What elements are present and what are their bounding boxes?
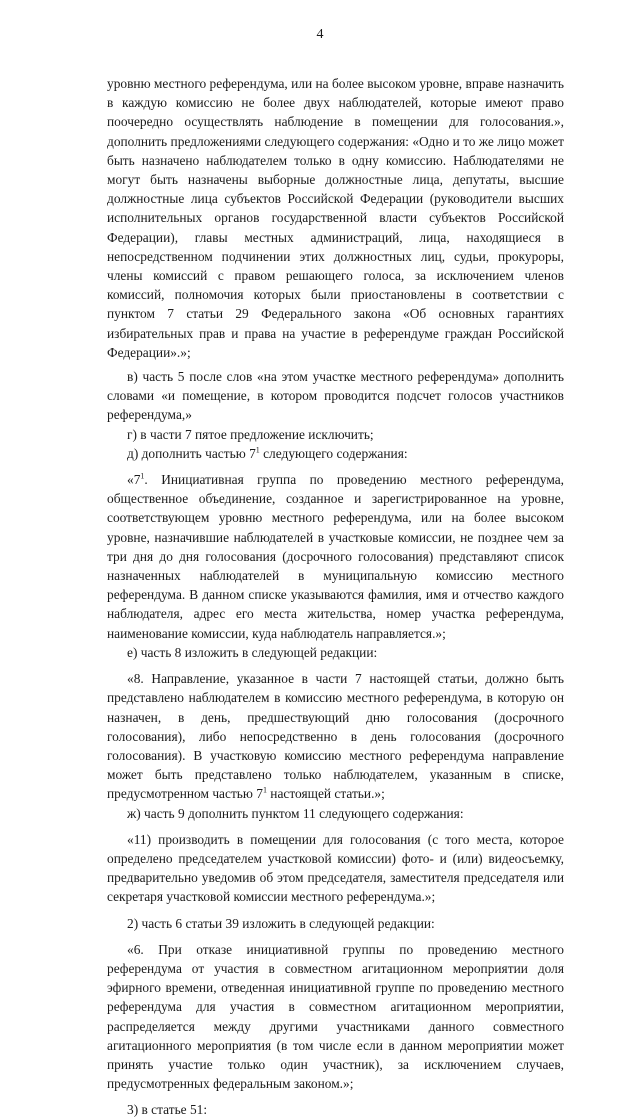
paragraph-item-v: в) часть 5 после слов «на этом участке местного референдума» дополнить словами «и помещение, в котором проводится подсчет голосов участников референдума,» (107, 369, 564, 423)
superscript: 1 (262, 785, 267, 795)
document-body (107, 74, 564, 1120)
paragraph-item-2: 2) часть 6 статьи 39 изложить в следующей редакции: (127, 915, 435, 931)
paragraph-part-8 (107, 669, 564, 803)
paragraph-point-11: «11) производить в помещении для голосования (с того места, которое определено председателем участковой комиссии) фото- и (или) видеосъемку, предварительно уведомив об этом председателя, заместителя председателя или секретаря участковой комиссии местного референдума.»; (107, 831, 564, 905)
paragraph-item-zh: ж) часть 9 дополнить пунктом 11 следующего содержания: (127, 805, 464, 821)
paragraph-part-6: «6. При отказе инициативной группы по проведению местного референдума от участия в совместном агитационном мероприятии доля эфирного времени, отведенная инициативной группе по проведению местного референдума для участия в совместном агитационном мероприятии, распределяется между другими участниками данного совместного агитационного мероприятия (в том числе если в данном мероприятии может принять участие только один участник), за исключением случаев, предусмотренных федеральным законом.»; (107, 941, 564, 1092)
paragraph-item-e: е) часть 8 изложить в следующей редакции: (127, 644, 378, 660)
paragraph-text-part: настоящей статьи.»; (266, 786, 385, 802)
paragraph-text-part: «7 (127, 472, 141, 488)
page-number: 4 (316, 27, 324, 42)
paragraph-text-part: «8. Направление, указанное в части 7 настоящей статьи, должно быть представлено наблюдателем в комиссию местного референдума, в которую он назначен, в день, предшествующий дню голосования (досрочного голосования), либо непосредственно в день голосования (досрочного голосования). В участковую комиссию местного референдума направление может быть представлено только наблюдателем, указанным в списке, предусмотренном частью 7 (107, 671, 564, 802)
superscript: 1 (255, 445, 260, 455)
paragraph-text-part: следующего содержания: (259, 445, 408, 461)
superscript: 1 (140, 471, 145, 481)
paragraph-continuation: уровню местного референдума, или на более высоком уровне, вправе назначить в каждую комиссию не более двух наблюдателей, которые имеют право поочередно осуществлять наблюдение в помещении для голосования.», дополнить предложениями следующего содержания: «Одно и то же лицо может быть назначено наблюдателем только в одну комиссию. Наблюдателями не могут быть назначены выборные должностные лица, депутаты, высшие должностные лица субъектов Российской Федерации (руководители высших исполнительных органов государственной власти субъектов Российской Федерации), главы местных администраций, лица, находящиеся в непосредственном подчинении этих должностных лиц, судьи, прокуроры, члены комиссий с правом решающего голоса, за исключением членов комиссий, полномочия которых были приостановлены в соответствии с пунктом 7 статьи 29 Федерального закона «Об основных гарантиях избирательных прав и права на участие в референдуме граждан Российской Федерации».»; (107, 76, 564, 360)
paragraph-item-g: г) в части 7 пятое предложение исключить; (127, 426, 374, 442)
paragraph-item-d (107, 444, 564, 463)
paragraph-text-part: . Инициативная группа по проведению местного референдума, общественное объединение, созданное и зарегистрированное на уровне, соответствующем уровню местного референдума, или на более высоком уровне, назначившие наблюдателей в участковые комиссии, не позднее чем за три дня до дня голосования (досрочного голосования) представляют список назначенных наблюдателей в муниципальную комиссию местного референдума. В данном списке указываются фамилия, имя и отчество каждого наблюдателя, адрес его места жительства, номер участка референдума, наименование комиссии, куда наблюдатель направляется.»; (107, 472, 564, 641)
paragraph-text-part: д) дополнить частью 7 (127, 445, 256, 461)
paragraph-item-3: 3) в статье 51: (127, 1102, 208, 1118)
paragraph-part-7-1 (107, 470, 564, 643)
